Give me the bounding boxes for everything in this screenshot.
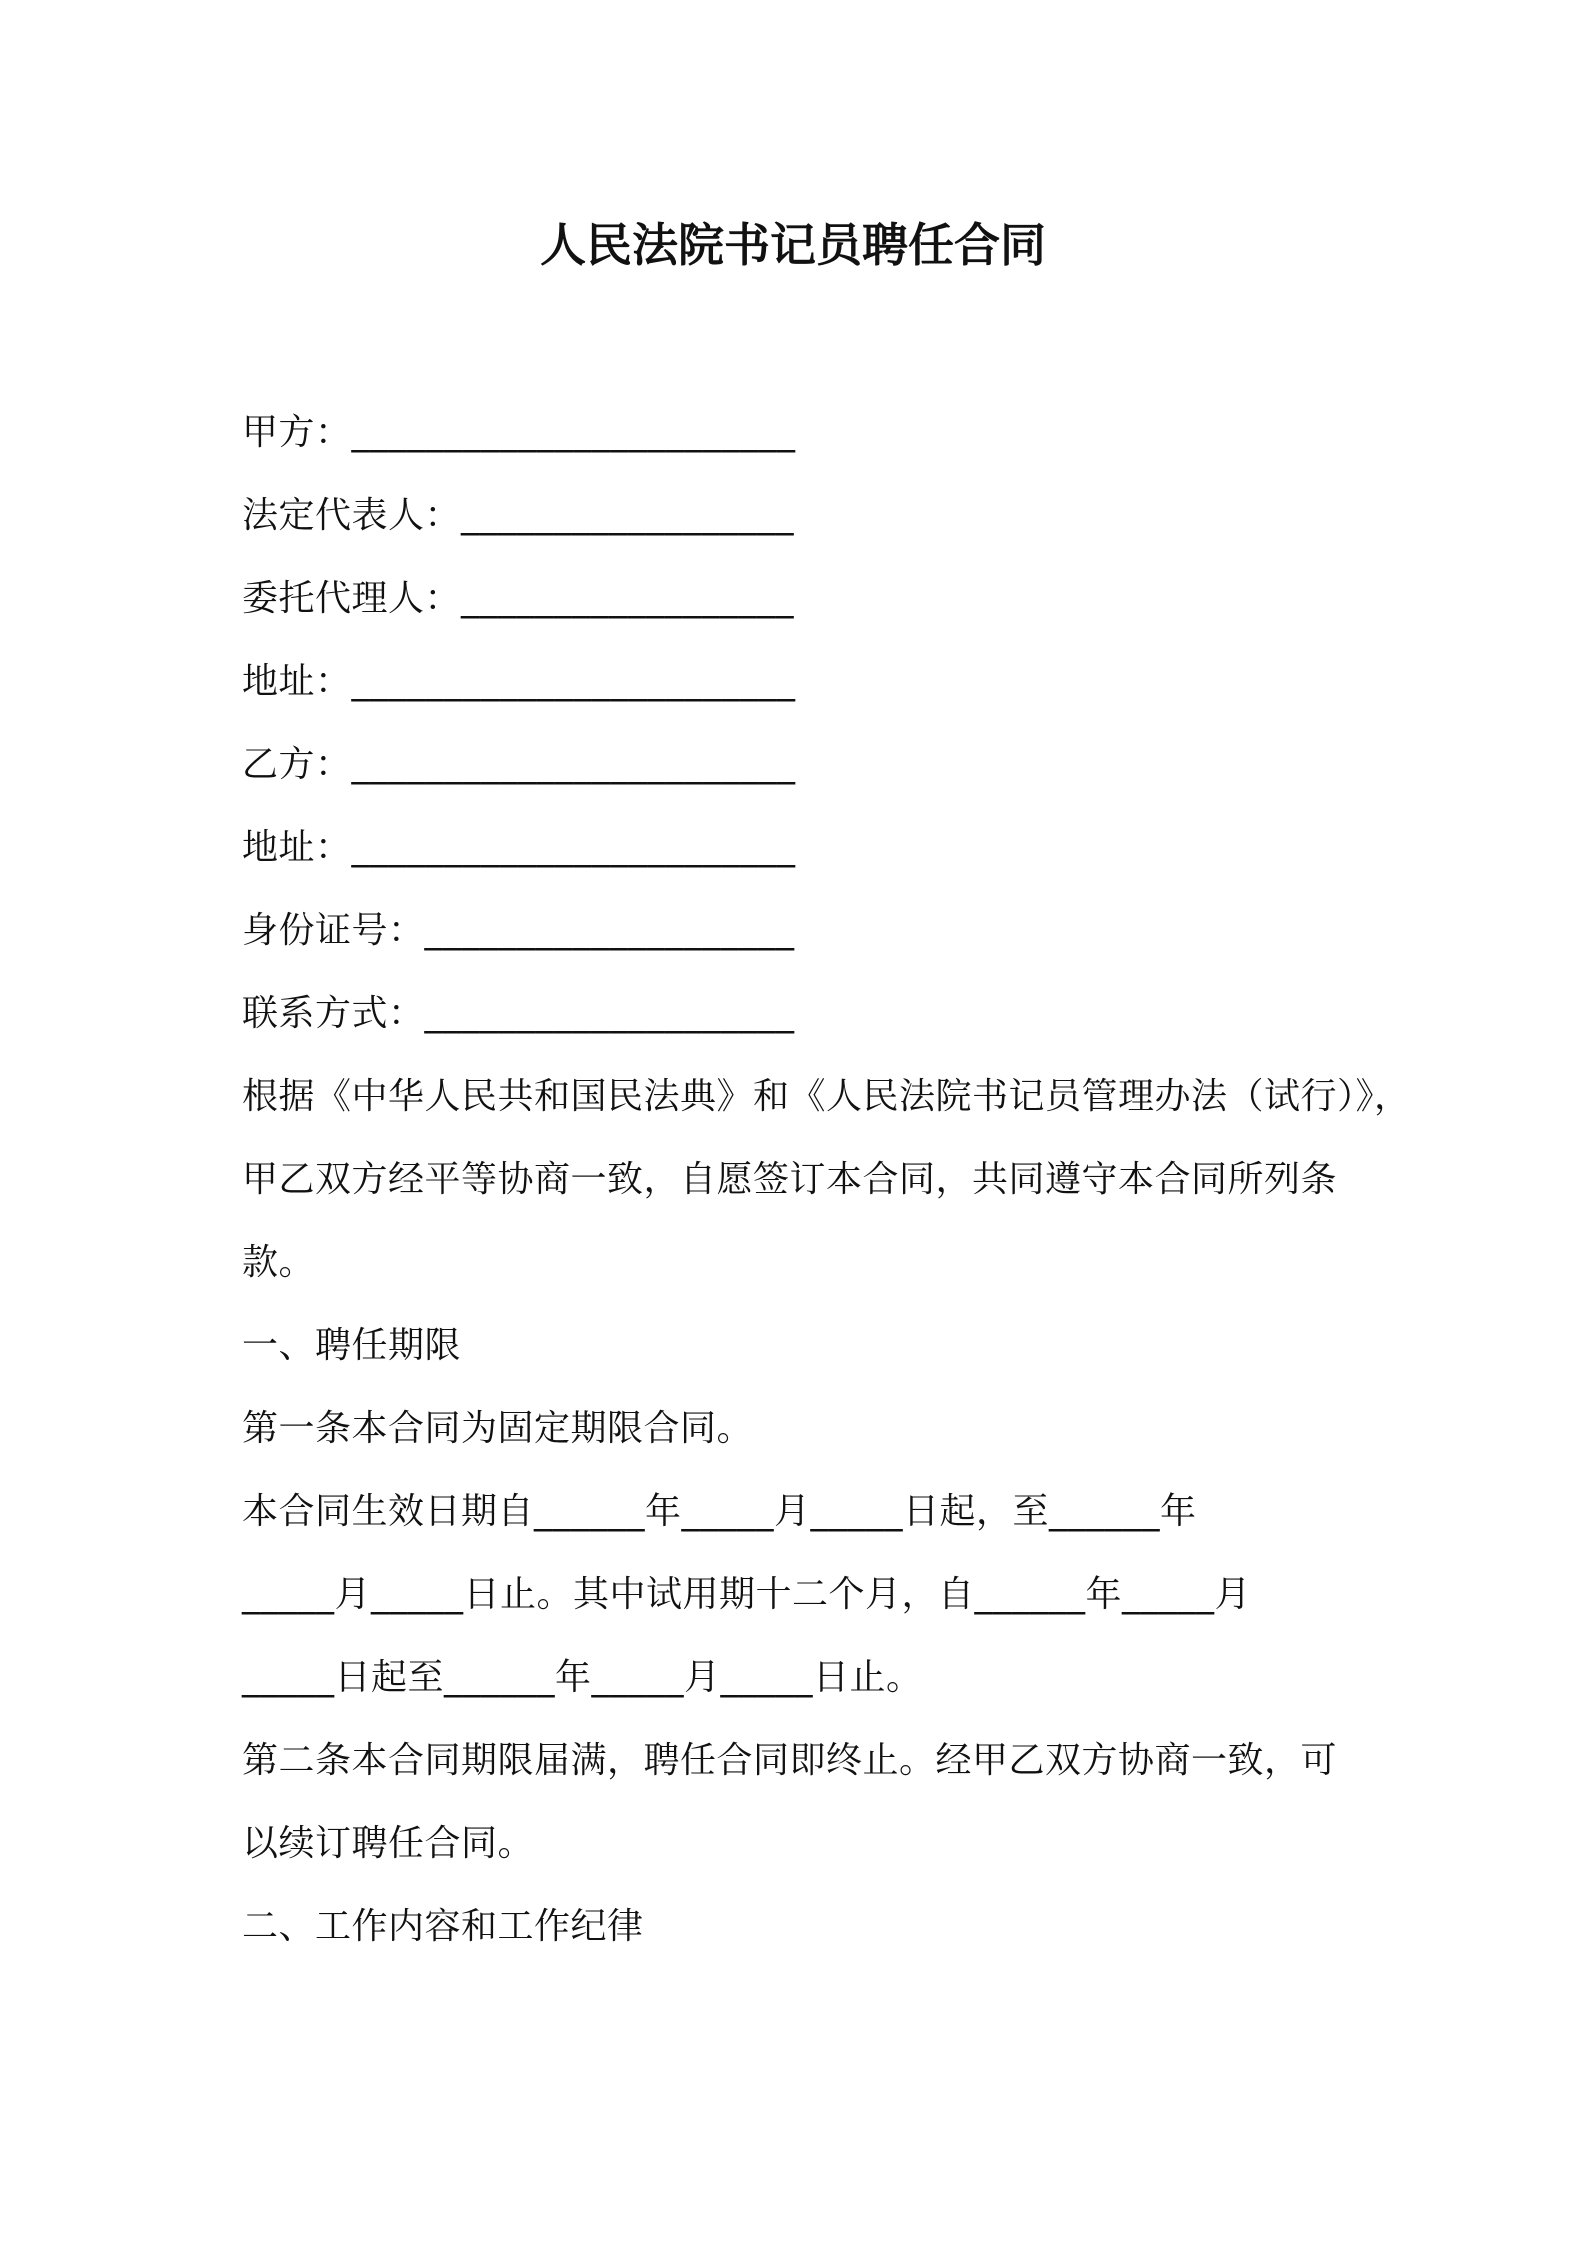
contact-line: 联系方式：____________________ <box>242 993 795 1034</box>
legal-representative-line: 法定代表人：__________________ <box>242 495 795 536</box>
intro-paragraph-line: 根据《中华人民共和国民法典》和《人民法院书记员管理办法（试行）》， <box>242 1076 1411 1117</box>
article-two-line: 第二条本合同期限届满，聘任合同即终止。经甲乙双方协商一致，可 <box>242 1740 1338 1781</box>
party-a-line: 甲方：________________________ <box>242 412 796 453</box>
authorized-agent-line: 委托代理人：__________________ <box>242 578 795 619</box>
intro-paragraph-line: 款。 <box>242 1242 316 1283</box>
article-one: 第一条本合同为固定期限合同。 <box>242 1408 754 1449</box>
section-heading-term: 一、聘任期限 <box>242 1325 462 1366</box>
article-two-line: 以续订聘任合同。 <box>242 1823 535 1864</box>
section-heading-duties: 二、工作内容和工作纪律 <box>242 1906 644 1947</box>
party-b-address-line: 地址：________________________ <box>242 827 796 868</box>
term-paragraph-line: _____日起至______年_____月_____日止。 <box>242 1657 923 1698</box>
term-paragraph-line: _____月_____日止。其中试用期十二个月，自______年_____月 <box>242 1574 1252 1615</box>
document-body <box>242 403 1411 1980</box>
party-b-line: 乙方：________________________ <box>242 744 796 785</box>
term-paragraph-line: 本合同生效日期自______年_____月_____日起，至______年 <box>242 1491 1197 1532</box>
party-a-address-line: 地址：________________________ <box>242 661 796 702</box>
intro-paragraph-line: 甲乙双方经平等协商一致，自愿签订本合同，共同遵守本合同所列条 <box>242 1159 1338 1200</box>
id-number-line: 身份证号：____________________ <box>242 910 795 951</box>
document-title: 人民法院书记员聘任合同 <box>540 218 1046 272</box>
